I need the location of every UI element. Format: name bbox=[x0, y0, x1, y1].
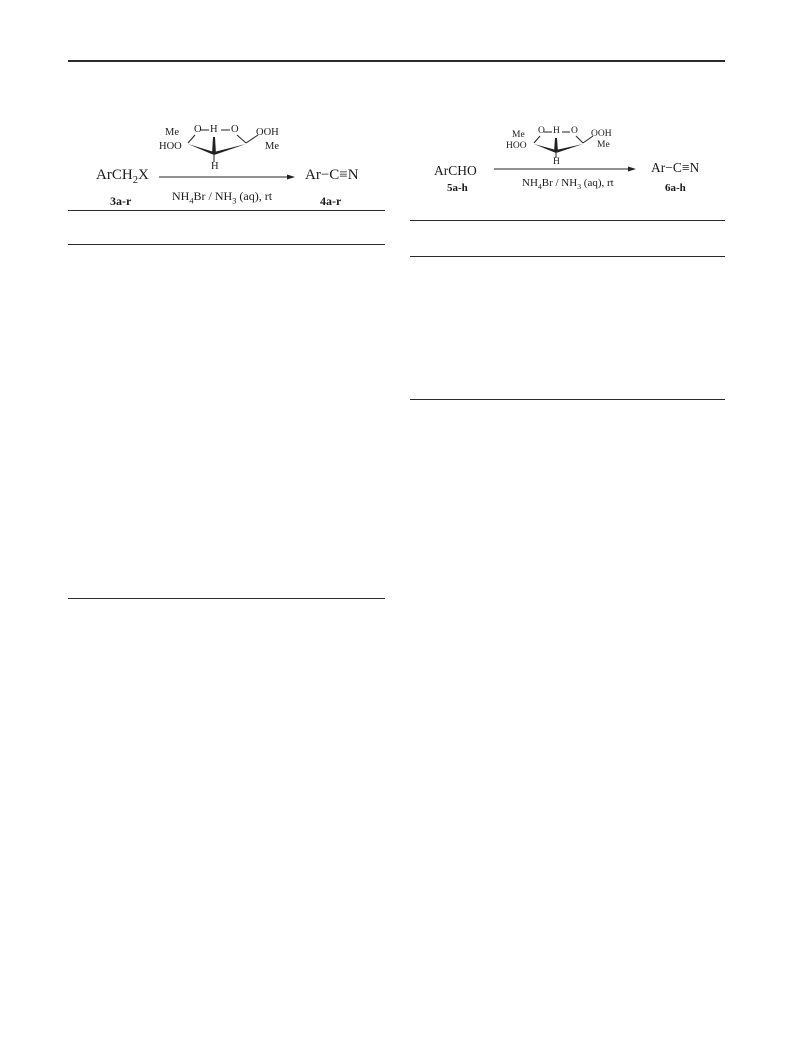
reagent-ooh: OOH bbox=[256, 127, 279, 138]
reagent-me-bottom: Me bbox=[265, 141, 279, 152]
left-table-bottom-rule bbox=[68, 598, 385, 599]
reagent-o2: O bbox=[231, 124, 239, 135]
reagent-o2-right: O bbox=[571, 126, 578, 136]
reaction-conditions: $NH_4Br / NH_3$ (aq), rt bbox=[172, 189, 273, 206]
reagent-ooh-right: OOH bbox=[591, 129, 612, 139]
reagent-me-top-right: Me bbox=[512, 130, 525, 140]
right-table-bottom-rule bbox=[410, 399, 725, 400]
product-label-right: 6a-h bbox=[665, 182, 686, 194]
reaction-conditions-right: $NH_4Br / NH_3$ (aq), rt bbox=[522, 177, 614, 192]
reagent-h-bottom-right: H bbox=[553, 157, 560, 167]
reagent-hoo: HOO bbox=[159, 141, 182, 152]
product-label: 4a-r bbox=[320, 194, 342, 208]
reagent-h-bridge: H bbox=[210, 124, 218, 135]
right-table-header-rule bbox=[410, 256, 725, 257]
product-formula: Ar−C≡N bbox=[305, 167, 359, 183]
reactant-label: 3a-r bbox=[110, 194, 132, 208]
product-formula-right: Ar−C≡N bbox=[651, 160, 700, 175]
left-table-header-rule bbox=[68, 244, 385, 245]
reactant-formula: ArCH$_2$X bbox=[96, 167, 149, 186]
reagent-o1: O bbox=[194, 124, 202, 135]
right-table-top-rule bbox=[410, 220, 725, 221]
reagent-o1-right: O bbox=[538, 126, 545, 136]
reagent-h-bottom: H bbox=[211, 161, 219, 172]
reagent-hoo-right: HOO bbox=[506, 141, 527, 151]
page-header-rule bbox=[68, 60, 725, 62]
reaction-arrow-right bbox=[494, 165, 636, 173]
reactant-formula-right: ArCHO bbox=[434, 163, 477, 178]
reagent-h-bridge-right: H bbox=[553, 126, 560, 136]
reagent-me-top: Me bbox=[165, 127, 179, 138]
left-table-top-rule bbox=[68, 210, 385, 211]
reagent-me-bottom-right: Me bbox=[597, 140, 610, 150]
reaction-arrow bbox=[159, 173, 295, 181]
reactant-label-right: 5a-h bbox=[447, 182, 468, 194]
